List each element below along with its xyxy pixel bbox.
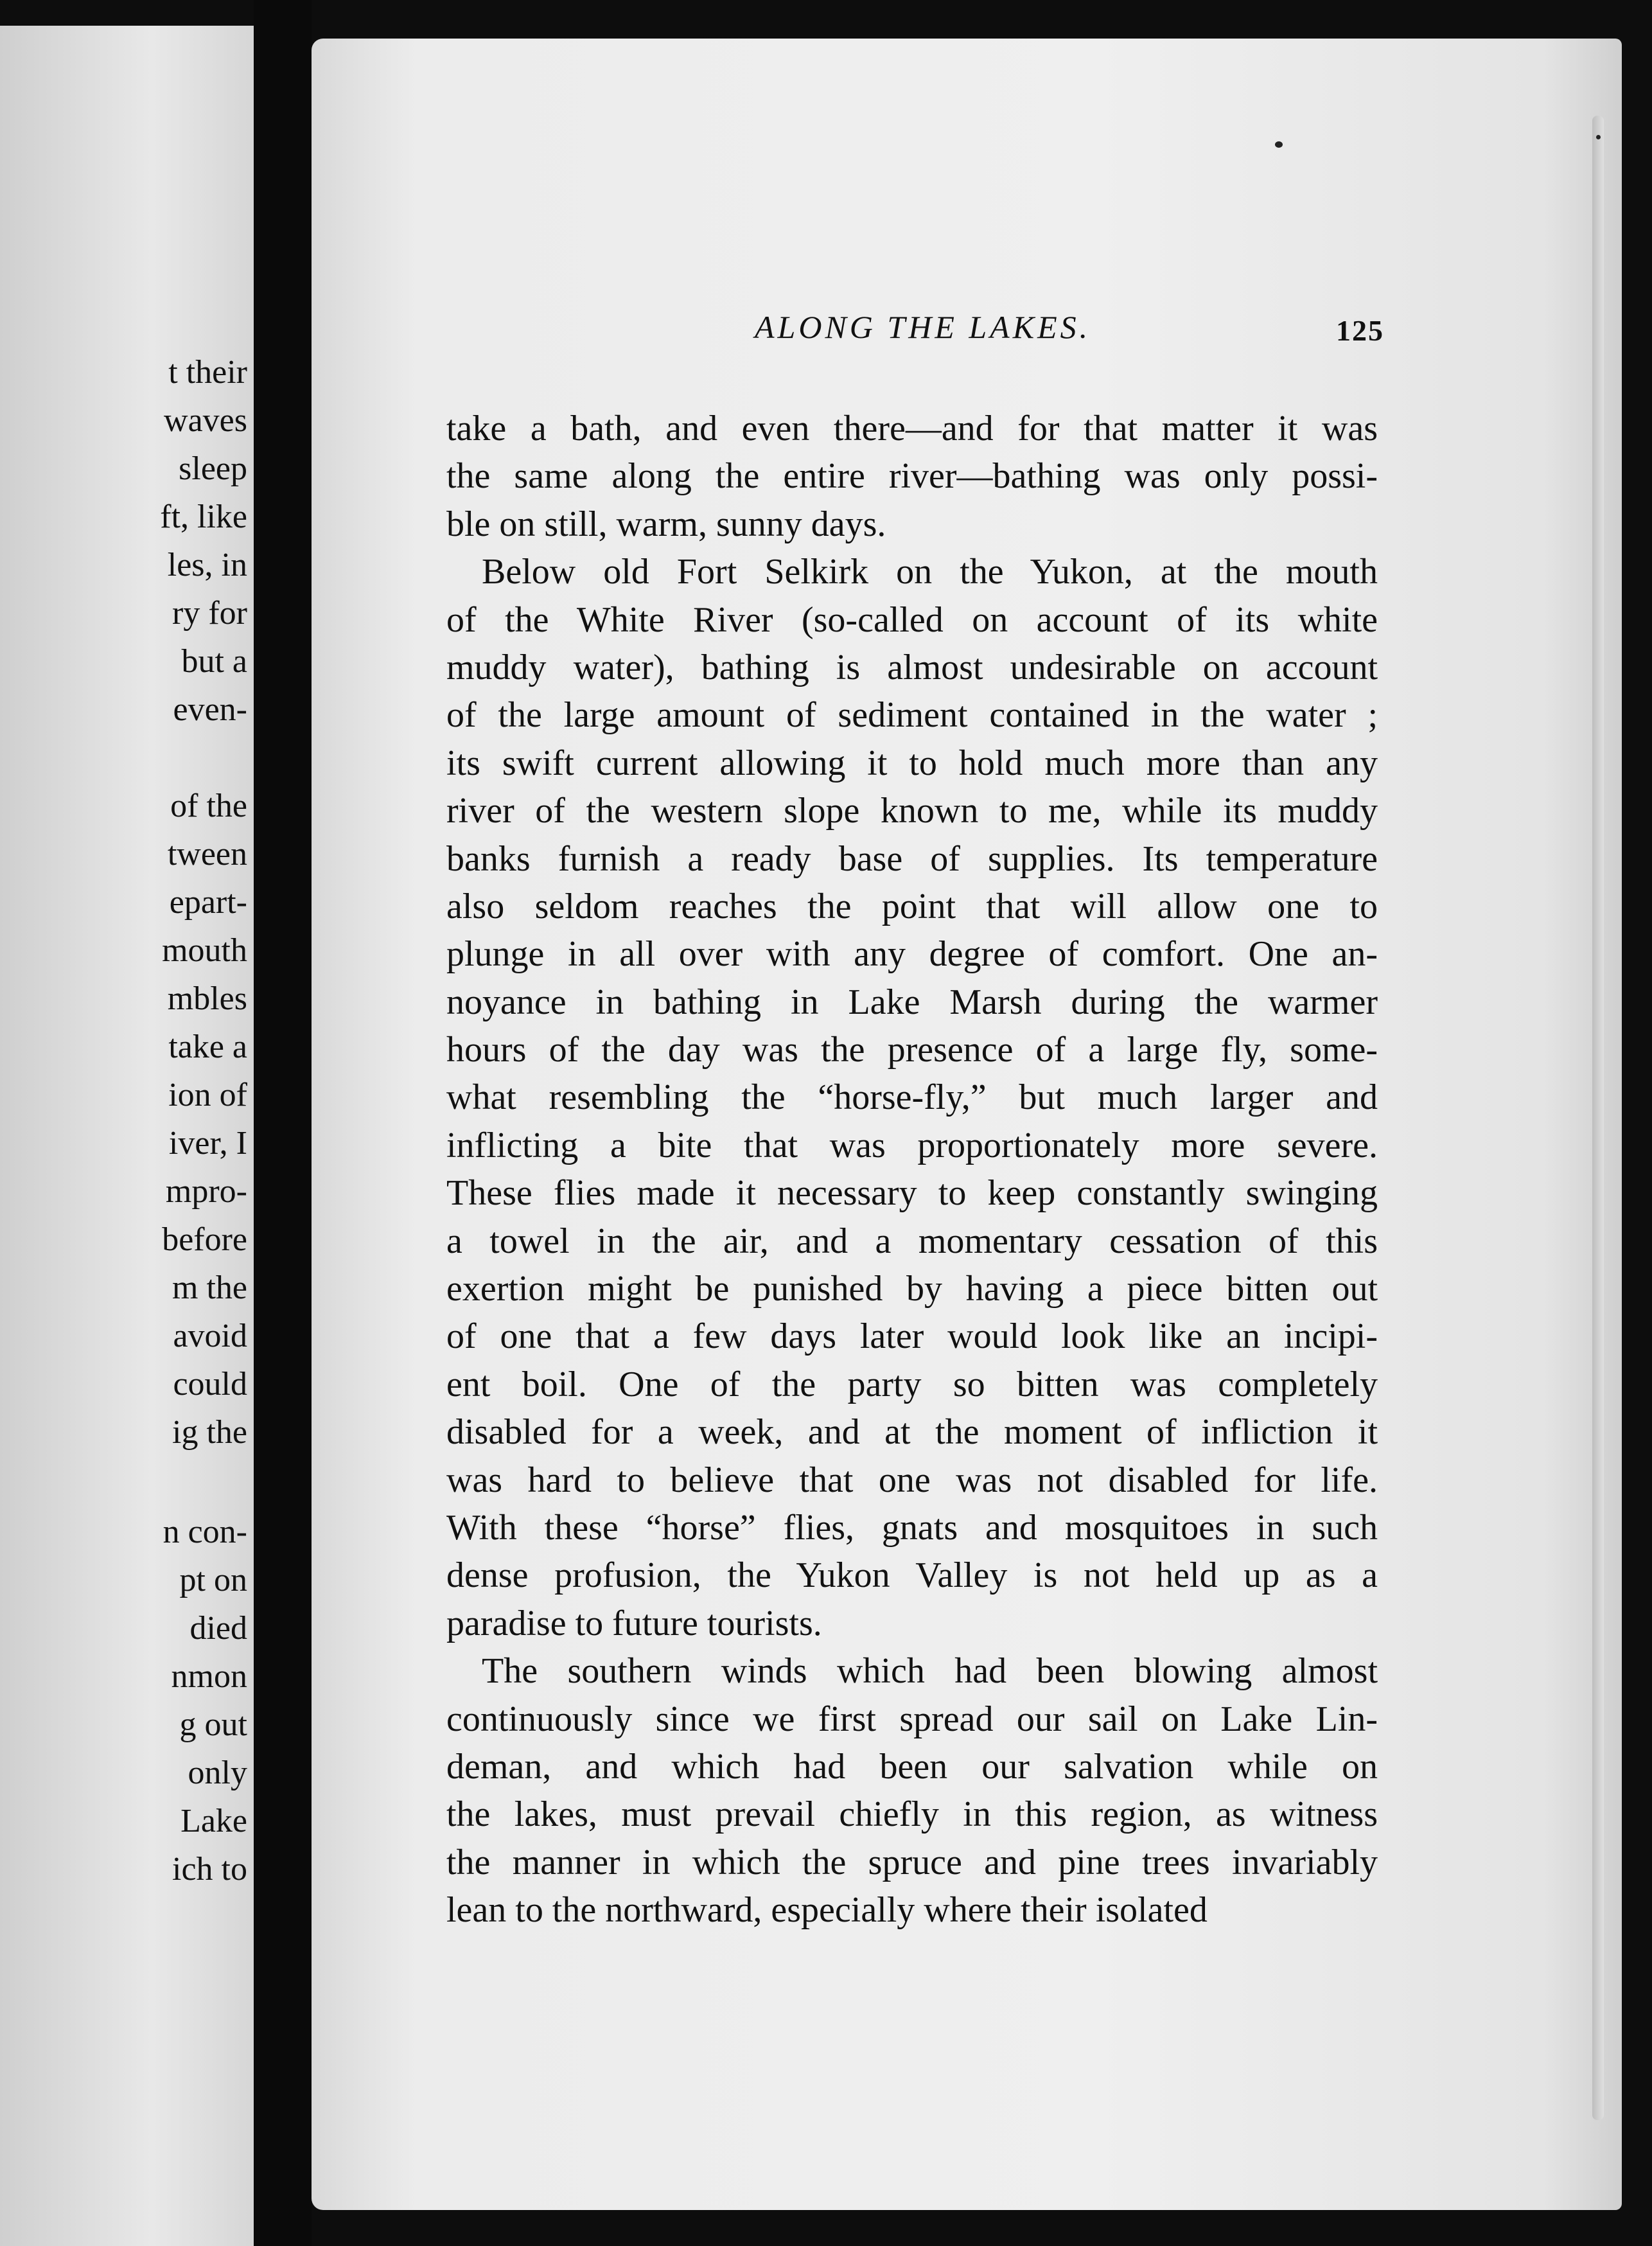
left-page-line: pt on <box>179 1562 247 1598</box>
text-line: what resembling the “horse-fly,” but much larger and <box>446 1077 1378 1118</box>
text-line: deman, and which had been our salvation while on <box>446 1746 1378 1787</box>
text-line: the lakes, must prevail chiefly in this region, as witness <box>446 1794 1378 1835</box>
left-page-line: even- <box>173 691 247 728</box>
text-line: was hard to believe that one was not disabled for life. <box>446 1460 1378 1500</box>
text-line: ent boil. One of the party so bitten was completely <box>446 1364 1378 1404</box>
text-line: muddy water), bathing is almost undesirable on account <box>446 647 1378 687</box>
left-page-line: Lake <box>180 1803 247 1839</box>
text-line: hours of the day was the presence of a large fly, some- <box>446 1030 1378 1070</box>
left-page-line: died <box>189 1610 247 1647</box>
text-line: also seldom reaches the point that will allow one to <box>446 886 1378 926</box>
book-gutter <box>254 0 312 2246</box>
left-page-line: iver, I <box>168 1125 247 1162</box>
left-page-line: sleep <box>179 450 247 487</box>
left-page-line: waves <box>164 402 247 439</box>
text-line: disabled for a week, and at the moment of infliction it <box>446 1412 1378 1453</box>
left-page-line: ft, like <box>160 499 247 535</box>
text-line: of the White River (so-called on account of its white <box>446 599 1378 640</box>
text-line: With these “horse” flies, gnats and mosquitoes in such <box>446 1507 1378 1548</box>
text-line: river of the western slope known to me, while its muddy <box>446 791 1378 831</box>
text-line: continuously since we first spread our sail on Lake Lin- <box>446 1699 1378 1739</box>
page-edge <box>1592 116 1604 2120</box>
left-page <box>0 26 254 2246</box>
left-page-line: could <box>173 1366 247 1402</box>
text-line: of the large amount of sediment contained in the water ; <box>446 695 1378 736</box>
left-page-line: les, in <box>167 547 247 583</box>
left-page-line: ry for <box>172 595 247 632</box>
text-line: of one that a few days later would look like an incipi- <box>446 1316 1378 1357</box>
text-line: noyance in bathing in Lake Marsh during the warmer <box>446 982 1378 1022</box>
left-page-line: take a <box>168 1029 247 1065</box>
left-page-line: but a <box>181 643 247 680</box>
left-page-line: nmon <box>171 1658 247 1695</box>
left-page-line: g out <box>179 1706 247 1743</box>
text-line: plunge in all over with any degree of comfort. One an- <box>446 934 1378 975</box>
text-line: Below old Fort Selkirk on the Yukon, at the mouth <box>482 552 1378 592</box>
running-head-title: ALONG THE LAKES. <box>755 309 1091 345</box>
text-line: The southern winds which had been blowing almost <box>482 1651 1378 1692</box>
left-page-line: tween <box>167 836 247 872</box>
left-page-line: t their <box>168 354 247 391</box>
left-page-line: ich to <box>172 1851 247 1888</box>
text-line: inflicting a bite that was proportionately more severe. <box>446 1125 1378 1165</box>
left-page-line: mpro- <box>165 1173 247 1210</box>
text-line: a towel in the air, and a momentary cessation of this <box>446 1221 1378 1261</box>
left-page-line: epart- <box>169 884 247 921</box>
text-line: the same along the entire river—bathing was only possi- <box>446 456 1378 497</box>
text-line: These flies made it necessary to keep constantly swinging <box>446 1173 1378 1214</box>
text-line: its swift current allowing it to hold much more than any <box>446 743 1378 783</box>
text-line: exertion might be punished by having a piece bitten out <box>446 1269 1378 1309</box>
left-page-line: avoid <box>173 1318 247 1354</box>
left-page-line: n con- <box>163 1514 247 1550</box>
left-page-line: mouth <box>162 932 247 969</box>
text-line: dense profusion, the Yukon Valley is not held up as a <box>446 1555 1378 1596</box>
right-page <box>312 39 1622 2210</box>
text-line: take a bath, and even there—and for that matter it was <box>446 409 1378 448</box>
left-page-line: m the <box>172 1269 247 1306</box>
left-page-line: ig the <box>172 1414 247 1451</box>
ink-speck <box>1275 141 1283 148</box>
ink-speck <box>1596 135 1601 139</box>
body-text <box>446 405 1378 1934</box>
left-page-line: mbles <box>167 980 247 1017</box>
text-line: the manner in which the spruce and pine trees invariably <box>446 1842 1378 1882</box>
text-line: ble on still, warm, sunny days. <box>446 504 886 544</box>
left-page-line: only <box>188 1755 247 1791</box>
page-number: 125 <box>1336 314 1384 347</box>
text-line: paradise to future tourists. <box>446 1603 822 1643</box>
left-page-line: of the <box>170 788 247 824</box>
left-page-line: before <box>162 1221 247 1258</box>
text-line: lean to the northward, especially where their isolated <box>446 1890 1208 1931</box>
left-page-line: ion of <box>168 1077 247 1113</box>
text-line: banks furnish a ready base of supplies. Its temperature <box>446 838 1378 879</box>
